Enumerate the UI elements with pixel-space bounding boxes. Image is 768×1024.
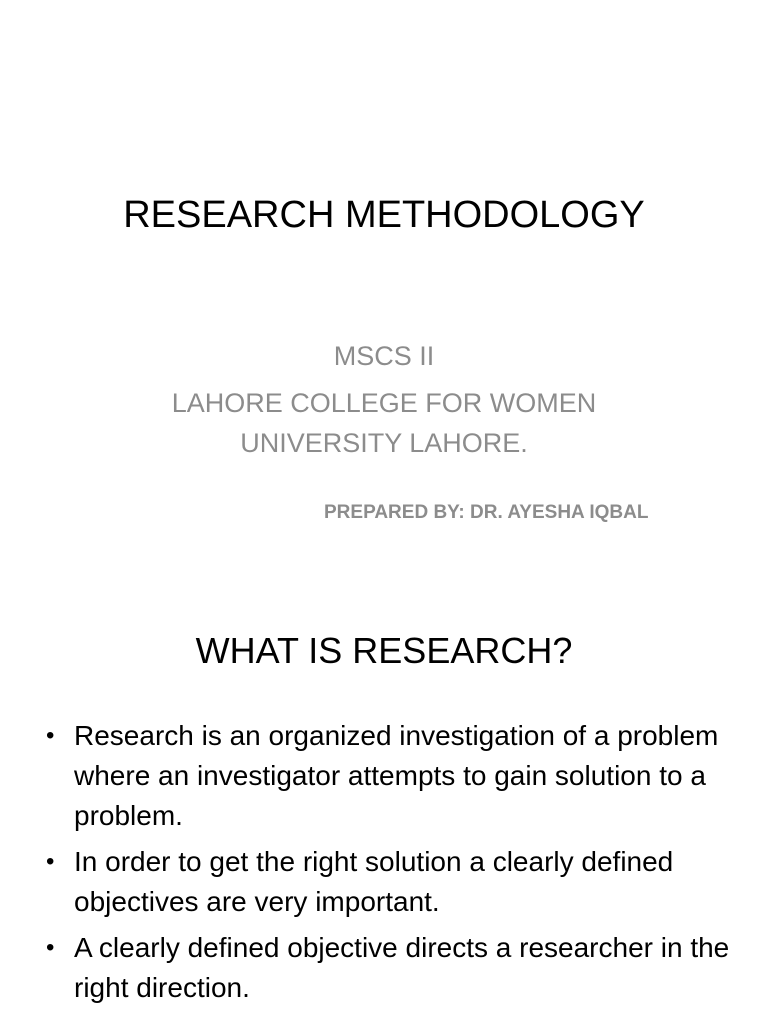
- slide-subtitle: [0, 336, 768, 463]
- bullet-list: [40, 716, 740, 1014]
- bullet-icon: •: [46, 848, 55, 875]
- list-item: [40, 928, 740, 1008]
- course-label: MSCS II: [333, 341, 435, 371]
- bullet-text: Research is an organized investigation of a problem where an investigator attempts to gain solution to a problem.: [74, 720, 719, 831]
- bullet-text: In order to get the right solution a clearly defined objectives are very important.: [74, 846, 674, 917]
- institution-line-2: UNIVERSITY LAHORE.: [240, 428, 528, 458]
- institution-line-1: LAHORE COLLEGE FOR WOMEN: [171, 388, 597, 418]
- slide-title: RESEARCH METHODOLOGY: [123, 194, 645, 236]
- bullet-icon: •: [46, 722, 55, 749]
- author-credit: PREPARED BY: DR. AYESHA IQBAL: [324, 502, 649, 523]
- content-slide: [0, 576, 768, 1024]
- bullet-icon: •: [46, 934, 55, 961]
- list-item: [40, 716, 740, 836]
- slide-title: WHAT IS RESEARCH?: [195, 630, 573, 671]
- bullet-text: A clearly defined objective directs a researcher in the right direction.: [74, 932, 730, 1003]
- list-item: [40, 842, 740, 922]
